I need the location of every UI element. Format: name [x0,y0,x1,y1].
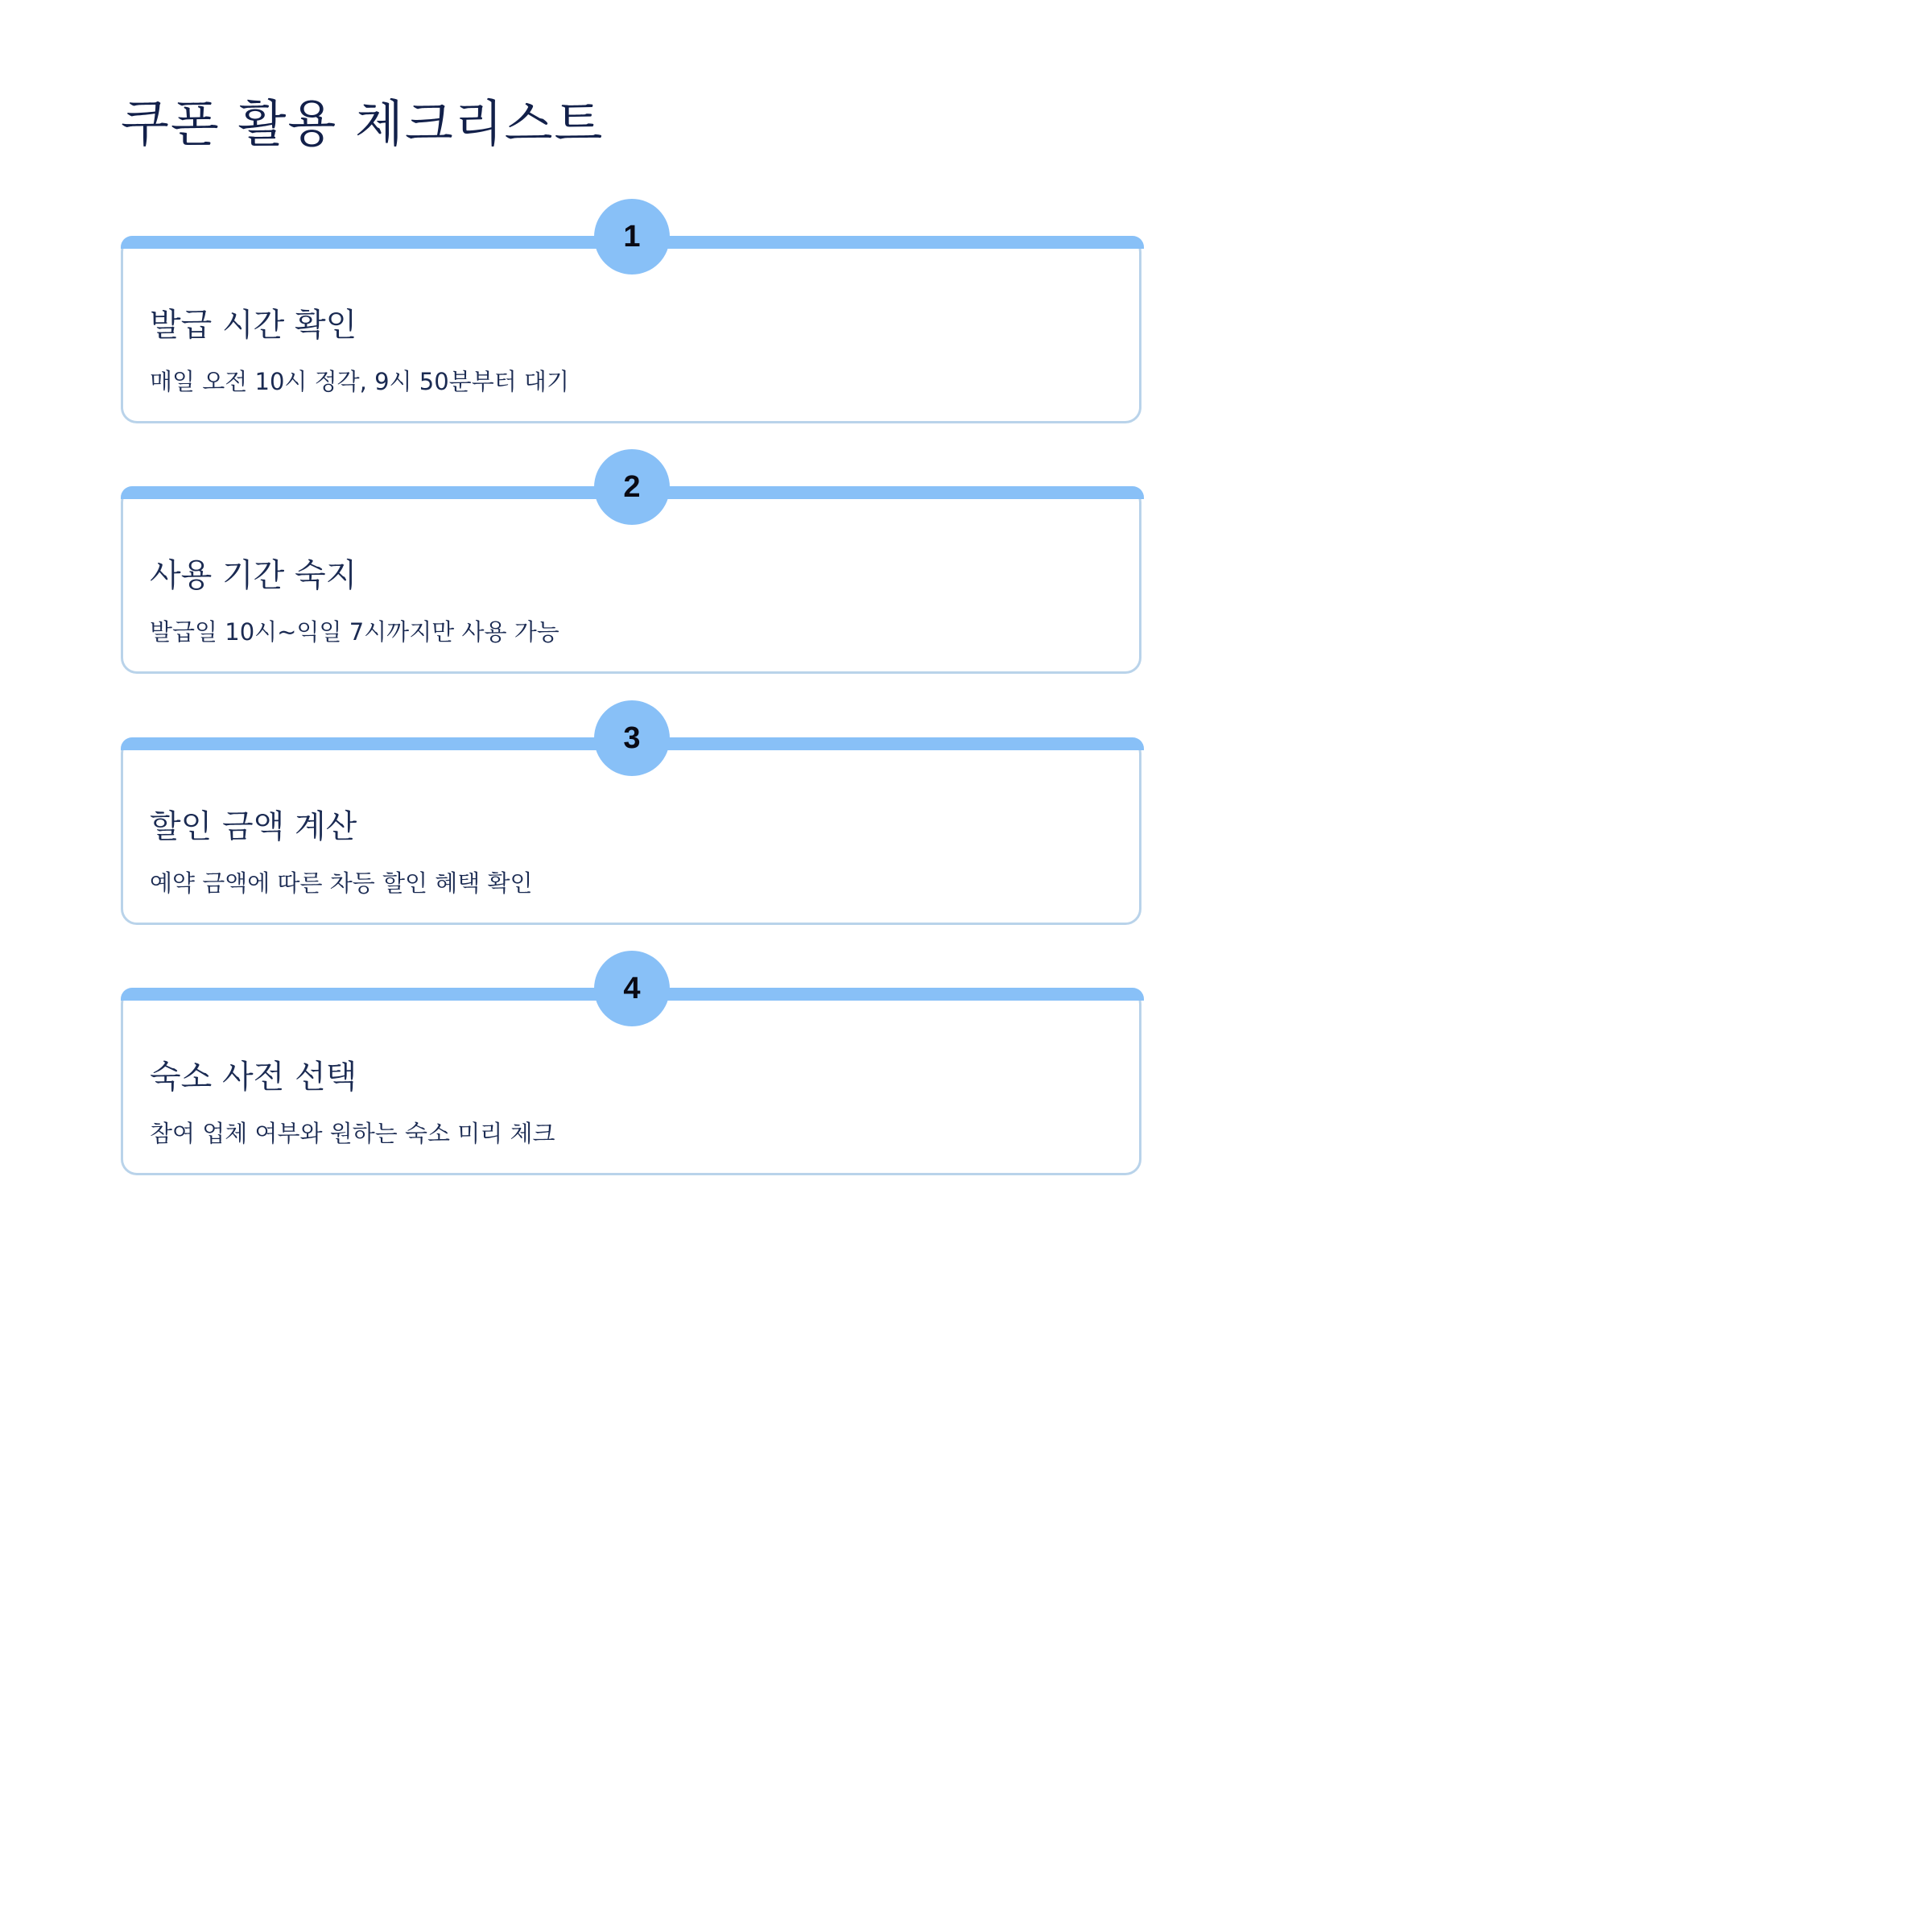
card-description: 예약 금액에 따른 차등 할인 혜택 확인 [150,869,533,897]
card-description: 매일 오전 10시 정각, 9시 50분부터 대기 [150,368,569,395]
page-title: 쿠폰 활용 체크리스트 [121,94,605,153]
card-description: 발급일 10시~익일 7시까지만 사용 가능 [150,618,559,646]
step-number-badge: 4 [594,951,670,1026]
checklist-card-4 [121,971,1141,1175]
card-title: 할인 금액 계산 [150,808,357,845]
checklist-card-2 [121,469,1141,674]
card-title: 발급 시간 확인 [150,307,357,344]
step-number-badge: 3 [594,700,670,776]
step-number-badge: 1 [594,199,670,275]
card-description: 참여 업체 여부와 원하는 숙소 미리 체크 [150,1120,555,1147]
step-number-badge: 2 [594,449,670,525]
checklist-card-1 [121,219,1141,423]
card-title: 숙소 사전 선택 [150,1059,357,1096]
card-title: 사용 기간 숙지 [150,557,357,594]
checklist-card-3 [121,720,1141,925]
